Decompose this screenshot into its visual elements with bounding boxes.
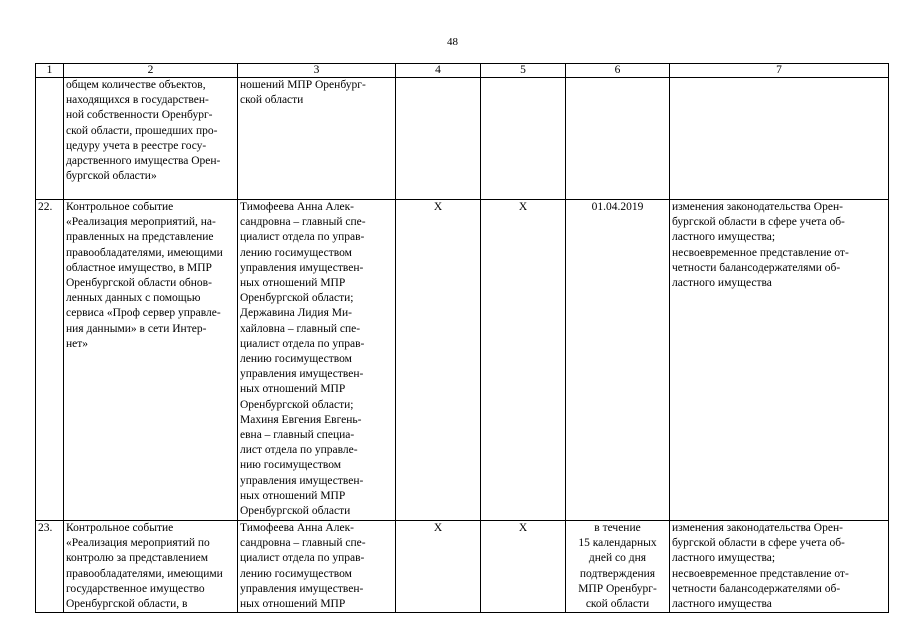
column-header: 1 — [36, 64, 64, 78]
column-4-cell: X — [396, 200, 481, 521]
responsible-cell: Тимофеева Анна Алек- сандровна – главный спе- циалист отдела по управ- лению госимуществом управления имуществен- ных отношений МПР Оренбургской области; Державина Лидия Ми- хайловна – главный спе- циалист отдела по управ- лению госимуществом управления имуществен- ных отношений МПР Оренбургской области; Махиня Евгения Евгень- евна – главный специа- лист отдела по управле- нию госимуществом управления имуществен- ных отношений МПР Оренбургской области — [238, 200, 396, 521]
event-cell: Контрольное событие «Реализация мероприятий, на- правленных на представление правообладателями, имеющими областное имущество, в МПР Оренбургской области обнов- ленных данных с помощью сервиса «Проф сервер управле- ния данными» в сети Интер- нет» — [64, 200, 238, 521]
row-number-cell: 23. — [36, 521, 64, 613]
page-number: 48 — [447, 36, 458, 48]
table-row — [36, 78, 889, 200]
column-header: 4 — [396, 64, 481, 78]
column-4-cell: X — [396, 521, 481, 613]
row-number-cell: 22. — [36, 200, 64, 521]
column-5-cell: X — [481, 200, 566, 521]
column-header: 2 — [64, 64, 238, 78]
column-header: 3 — [238, 64, 396, 78]
row-number-cell — [36, 78, 64, 200]
column-header: 7 — [670, 64, 889, 78]
responsible-cell: Тимофеева Анна Алек- сандровна – главный спе- циалист отдела по управ- лению госимуществом управления имуществен- ных отношений МПР — [238, 521, 396, 613]
column-header: 5 — [481, 64, 566, 78]
event-cell: общем количестве объектов, находящихся в государствен- ной собственности Оренбург- ской области, прошедших про- цедуру учета в реестре госу- дарственного имущества Орен- бургской области» — [64, 78, 238, 200]
risks-cell: изменения законодательства Орен- бургской области в сфере учета об- ластного имущества; несвоевременное представление от- четности балансодержателями об- ластного имущества — [670, 521, 889, 613]
plan-table — [35, 63, 889, 613]
date-cell: 01.04.2019 — [566, 200, 670, 521]
risks-cell: изменения законодательства Орен- бургской области в сфере учета об- ластного имущества; несвоевременное представление от- четности балансодержателями об- ластного имущества — [670, 200, 889, 521]
column-5-cell: X — [481, 521, 566, 613]
column-4-cell — [396, 78, 481, 200]
date-cell: в течение 15 календарных дней со дня подтверждения МПР Оренбург- ской области — [566, 521, 670, 613]
column-header: 6 — [566, 64, 670, 78]
event-cell: Контрольное событие «Реализация мероприятий по контролю за представлением правообладателями, имеющими государственное имущество Оренбургской области, в — [64, 521, 238, 613]
column-number-row — [36, 64, 889, 78]
table-row — [36, 200, 889, 521]
responsible-cell: ношений МПР Оренбург- ской области — [238, 78, 396, 200]
date-cell — [566, 78, 670, 200]
risks-cell — [670, 78, 889, 200]
column-5-cell — [481, 78, 566, 200]
table-row — [36, 521, 889, 613]
